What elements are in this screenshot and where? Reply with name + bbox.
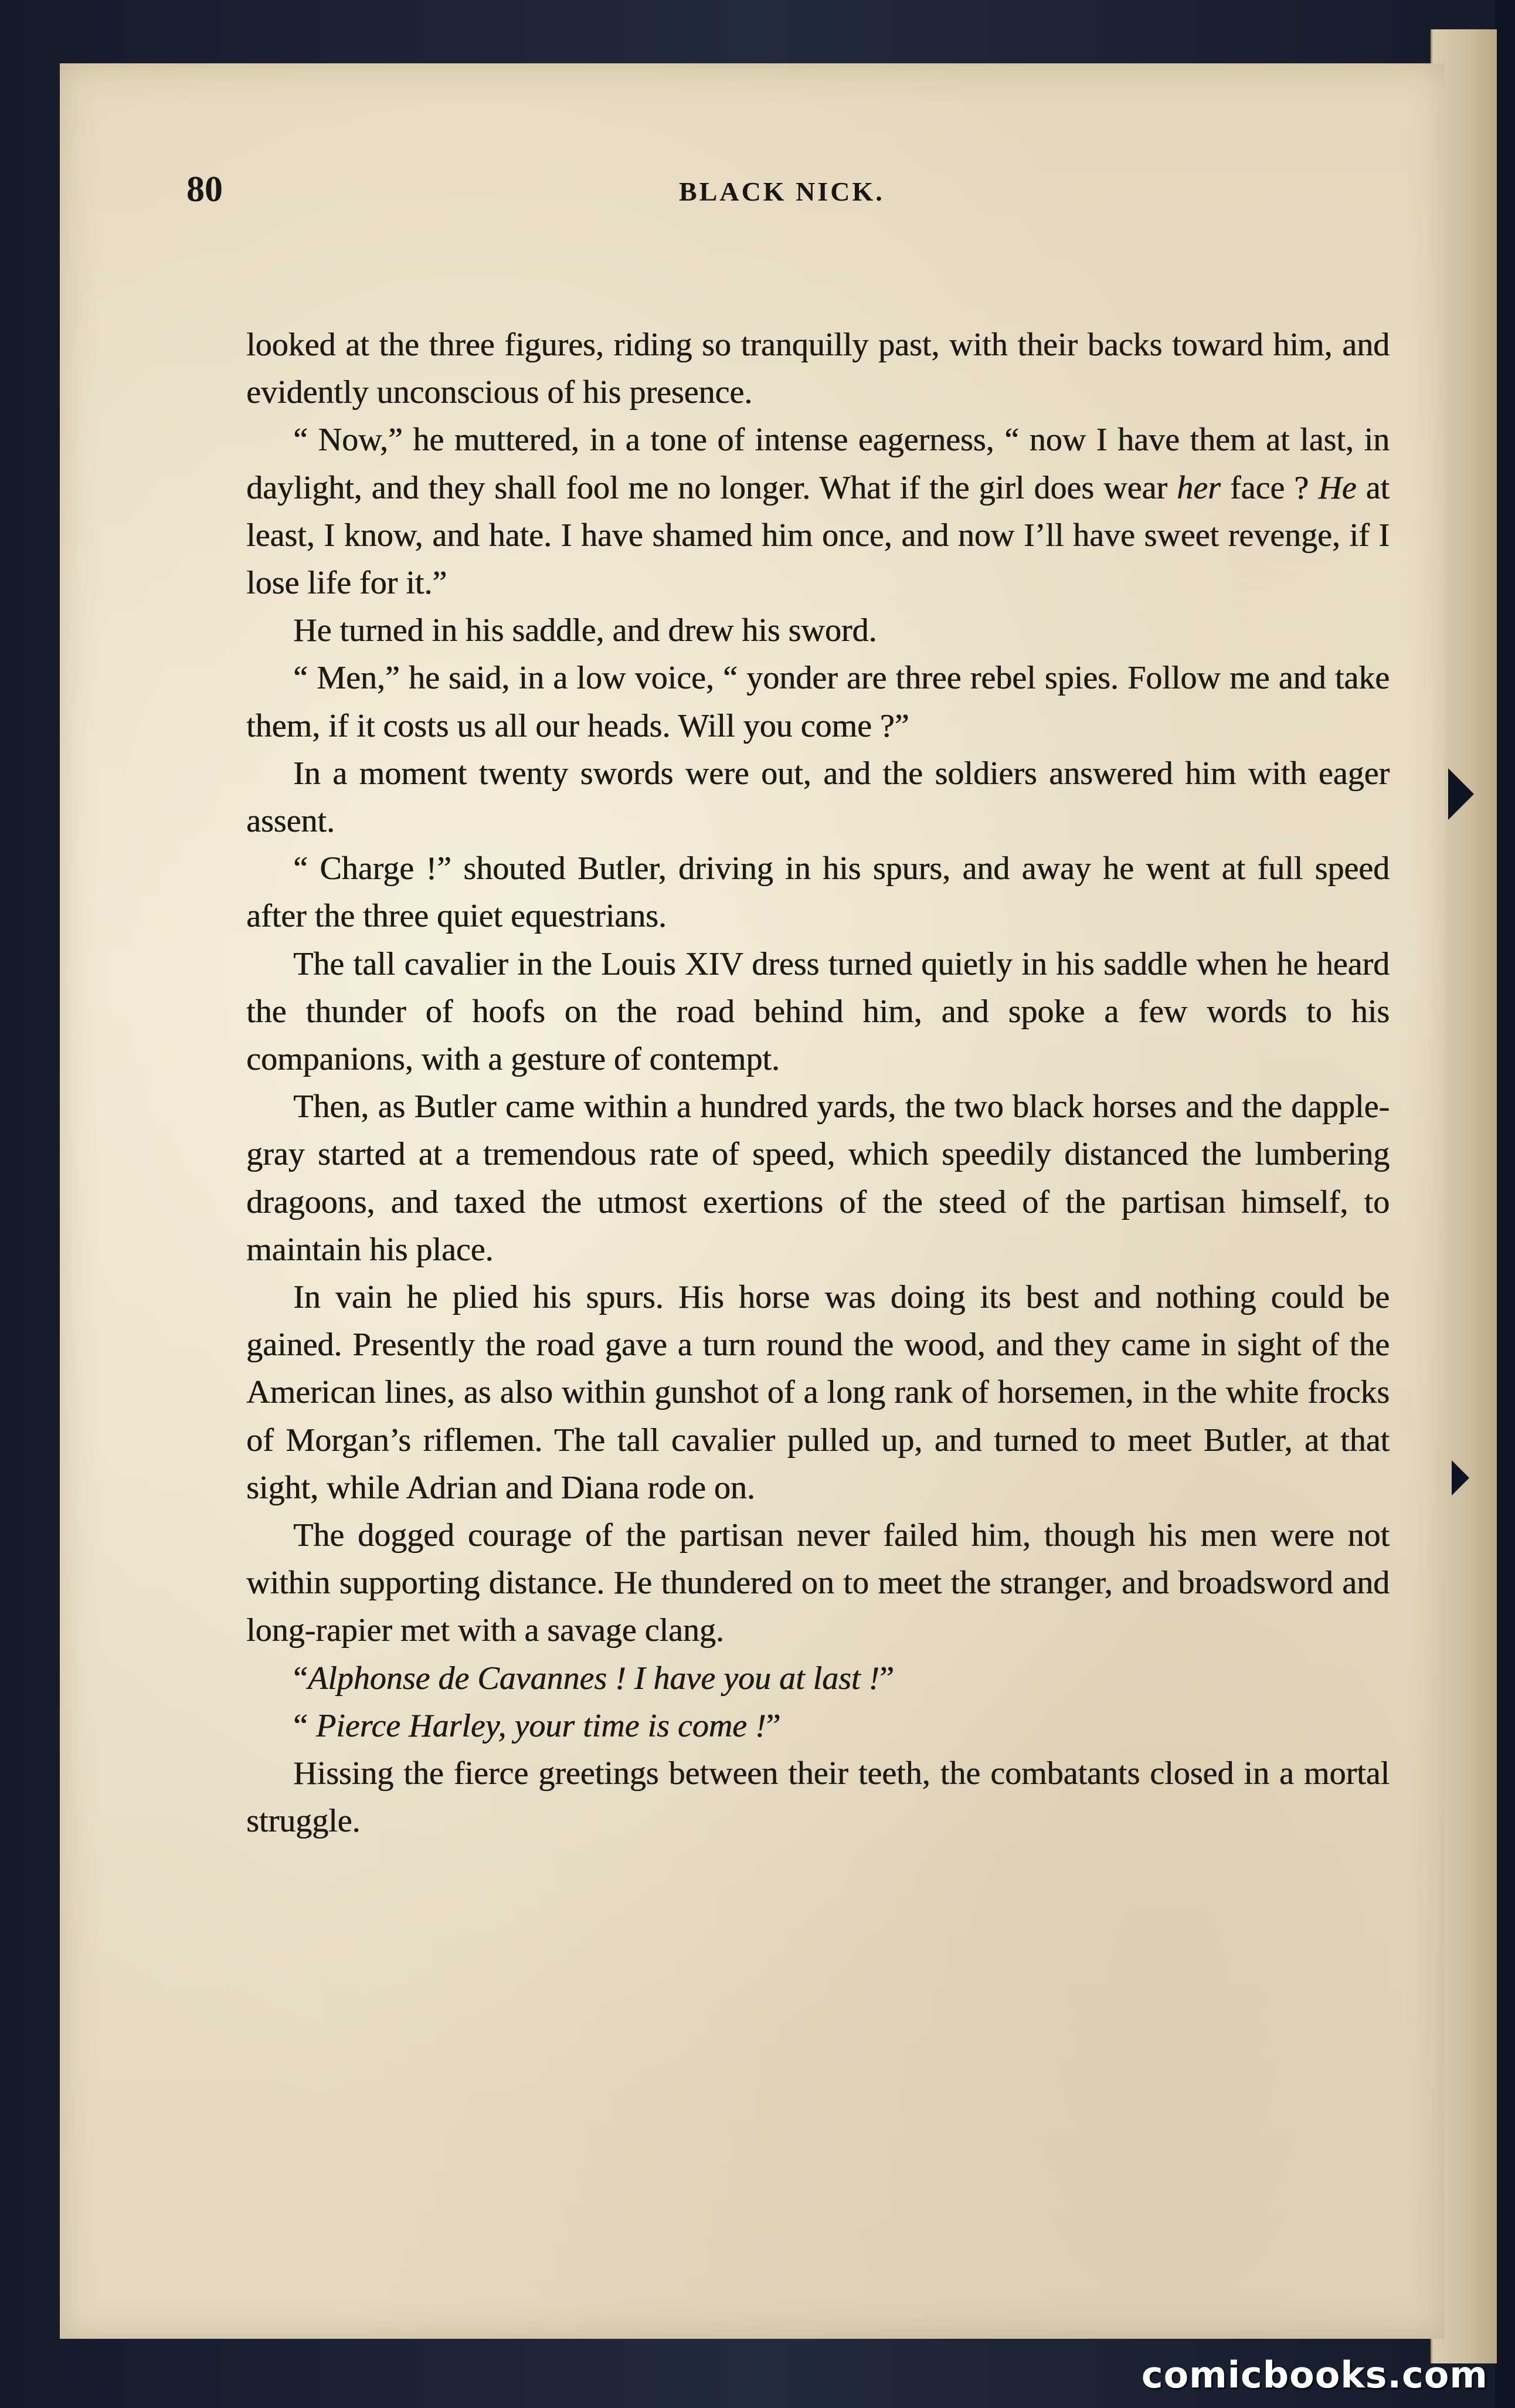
paragraph: In vain he plied his spurs. His horse was doing its best and nothing could be gained. Presently the road gave a turn round the wood, and they came in sight of the American lines, as also within gunshot of a long rank of horsemen, in the white frocks of Morgan’s riflemen. The tall cavalier pulled up, and turned to meet Butler, at that sight, while Adrian and Diana rode on. — [246, 1279, 1390, 1506]
paragraph — [246, 416, 1390, 607]
paragraph: The dogged courage of the partisan never failed him, though his men were not within supporting distance. He thundered on to meet the stranger, and broadsword and long-rapier met with a savage clang. — [246, 1517, 1390, 1649]
site-watermark: comicbooks.com — [1141, 2353, 1488, 2396]
emphasis-text: Pierce Harley, your time is come ! — [315, 1707, 766, 1744]
page-number: 80 — [186, 169, 223, 209]
paragraph: “ Charge !” shouted Butler, driving in his spurs, and away he went at full speed after the three quiet equestrians. — [246, 850, 1390, 935]
paragraph-text: “ Now,” he muttered, in a tone of intense eagerness, “ now I have them at last, in daylight, and they shall fool me no longer. What if the girl does wear — [246, 422, 1390, 506]
paragraph: In a moment twenty swords were out, and the soldiers answered him with eager assent. — [246, 755, 1390, 840]
paragraph: Then, as Butler came within a hundred yards, the two black horses and the dapple-gray started at a tremendous rate of speed, which speedily distanced the lumbering dragoons, and taxed the utmost exertions of the steed of the partisan himself, to maintain his place. — [246, 1088, 1390, 1268]
paragraph: He turned in his saddle, and drew his sword. — [293, 612, 877, 649]
quote-mark: ” — [766, 1707, 781, 1744]
paragraph — [246, 1655, 1390, 1702]
page-header — [186, 169, 1353, 222]
emphasis-text: Alphonse de Cavannes ! I have you at last ! — [307, 1660, 879, 1697]
paragraph: looked at the three figures, riding so tranquilly past, with their backs toward him, and evidently unconscious of his presence. — [246, 327, 1390, 411]
paragraph — [246, 1702, 1390, 1750]
paragraph: Hissing the fierce greetings between their teeth, the combatants closed in a mortal struggle. — [246, 1755, 1390, 1840]
emphasis-text: her — [1177, 469, 1221, 506]
book-spine — [1495, 0, 1515, 2408]
paragraph-text: at least, I know, and hate. I have shamed him once, and now I’ll have sweet revenge, if I lose life for it.” — [246, 469, 1390, 602]
paragraph-text: face ? — [1220, 469, 1319, 506]
paragraph: “ Men,” he said, in a low voice, “ yonder are three rebel spies. Follow me and take them, if it costs us all our heads. Will you come ?” — [246, 660, 1390, 744]
quote-mark: “ — [293, 1707, 316, 1744]
running-head: BLACK NICK. — [679, 177, 885, 206]
page-text — [246, 321, 1390, 1846]
quote-mark: ” — [879, 1660, 894, 1697]
quote-mark: “ — [293, 1660, 308, 1697]
emphasis-text: He — [1318, 469, 1357, 506]
binding-tab-lower — [1452, 1460, 1469, 1495]
paragraph: The tall cavalier in the Louis XIV dress turned quietly in his saddle when he heard the thunder of hoofs on the road behind him, and spoke a few words to his companions, with a gesture of contempt. — [246, 945, 1390, 1078]
binding-tab-upper — [1448, 768, 1474, 820]
